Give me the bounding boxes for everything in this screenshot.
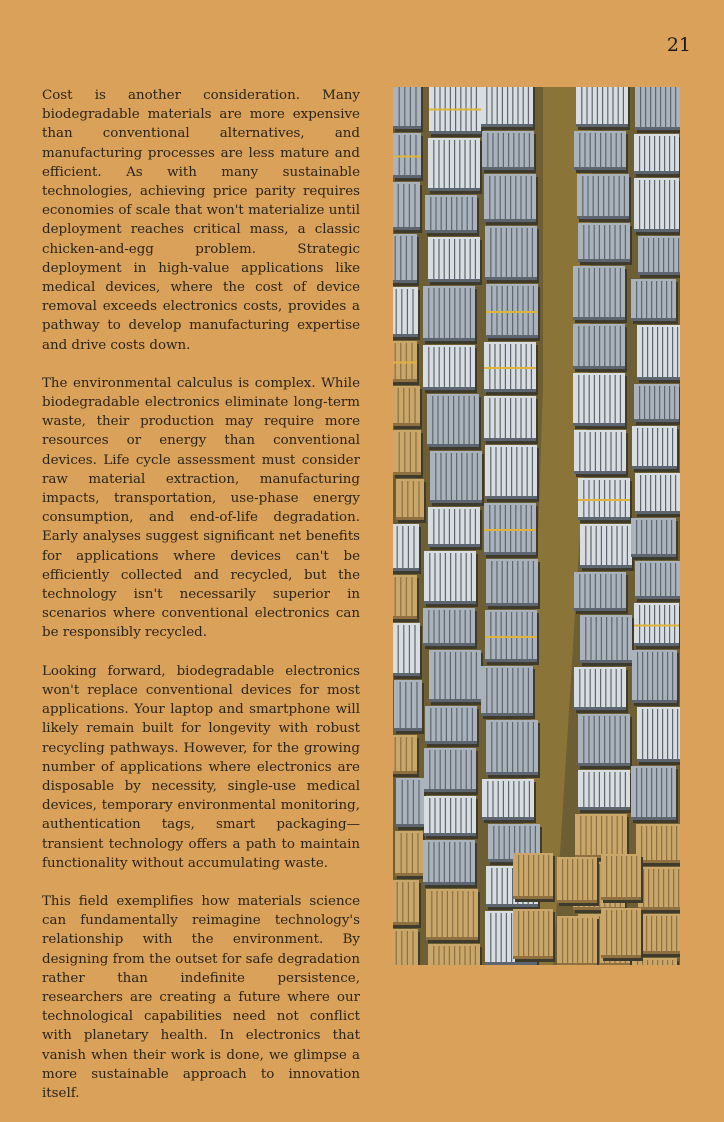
metal-bundle — [482, 131, 536, 173]
metal-bundle — [425, 195, 479, 236]
metal-bundle — [427, 394, 481, 450]
wood-bundle — [393, 880, 421, 928]
metal-bundle — [632, 650, 679, 706]
metal-bundle — [486, 284, 540, 341]
metal-bundle — [393, 133, 423, 181]
wood-bundle — [513, 909, 555, 962]
metal-bundle — [481, 87, 535, 130]
metal-bundle — [393, 87, 423, 132]
metal-bundle — [578, 714, 632, 769]
metal-bundle — [423, 608, 477, 649]
wood-bundle — [393, 929, 420, 965]
metal-bundle — [638, 236, 680, 278]
metal-bundle — [574, 667, 628, 713]
wood-bundle — [557, 916, 599, 965]
wood-bundle — [513, 853, 555, 902]
wood-bundle — [601, 908, 643, 961]
metal-bundle — [634, 178, 680, 235]
metal-bundle — [580, 615, 634, 666]
metal-bundle — [573, 324, 627, 372]
metal-bundle — [634, 603, 680, 649]
wood-bundle — [601, 854, 643, 903]
metal-bundle — [484, 174, 538, 225]
metal-bundle — [393, 234, 419, 286]
metal-bundle — [574, 131, 628, 173]
metal-bundle — [393, 623, 422, 679]
metal-bundle — [393, 287, 420, 340]
metal-bundle — [635, 87, 680, 133]
metal-bundle — [578, 478, 632, 523]
metal-bundle — [631, 518, 678, 560]
wood-bundle — [393, 386, 422, 429]
page-number: 21 — [666, 34, 691, 56]
wood-bundle — [638, 867, 680, 913]
metal-bundle — [631, 279, 678, 324]
metal-bundle — [484, 342, 538, 395]
wood-bundle — [426, 889, 480, 943]
metal-bundle — [486, 720, 540, 778]
metal-bundle — [637, 325, 680, 383]
wood-bundle — [575, 814, 629, 861]
aerial-stacks-photo — [393, 87, 680, 965]
metal-bundle — [485, 610, 539, 665]
metal-bundle — [578, 770, 632, 813]
paragraph-looking-forward: Looking forward, biodegradable electronics won't replace conventional devices for most applications. Your laptop and smartphone will likely remain built for longevity with robust recycling pathways. However, for the growing number of applications where electronics are disposable by necessity, single-use medical devices, temporary environmental monitoring, authentication tags, smart packaging—transient technology offers a path to maintain functionality without accumulating waste. — [42, 663, 360, 871]
wood-bundle — [393, 341, 419, 385]
wood-bundle — [393, 575, 419, 622]
aerial-stacks-illustration — [393, 87, 680, 965]
metal-bundle — [634, 134, 680, 177]
metal-bundle — [634, 384, 680, 425]
wood-bundle — [393, 735, 419, 777]
body-text — [42, 86, 360, 1122]
metal-bundle — [424, 796, 478, 839]
metal-bundle — [481, 666, 535, 719]
paragraph-cost: Cost is another consideration. Many biodegradable materials are more expensive than conventional alternatives, and manufacturing processes are less mature and efficient. As with many sustainable technologies, achieving price parity requires economies of scale that won't materialize until deployment reaches critical mass, a classic chicken-and-egg problem. Strategic deployment in high-value applications like medical devices, where the cost of device removal exceeds electronics costs, provides a pathway to develop manufacturing expertise and drive costs down. — [42, 88, 360, 353]
metal-bundle — [429, 650, 483, 705]
metal-bundle — [396, 778, 426, 830]
metal-bundle — [428, 507, 482, 550]
metal-bundle — [424, 551, 478, 607]
paragraph-conclusion: This field exemplifies how materials science can fundamentally reimagine technology's relationship with the environment. By designing from the outset for safe degradation rather than indefinite persistence, researchers are creating a future where our technological capabilities need not conflict with planetary health. In electronics that vanish when their work is done, we glimpse a more sustainable approach to innovation itself. — [42, 893, 360, 1101]
metal-bundle — [423, 345, 477, 393]
metal-bundle — [637, 707, 680, 765]
metal-bundle — [423, 286, 477, 344]
metal-bundle — [574, 430, 628, 477]
metal-bundle — [631, 766, 678, 823]
metal-bundle — [394, 680, 424, 734]
metal-bundle — [576, 87, 630, 130]
metal-bundle — [424, 748, 478, 795]
metal-bundle — [635, 473, 680, 517]
metal-bundle — [429, 87, 483, 137]
metal-bundle — [580, 524, 634, 571]
metal-bundle — [573, 266, 627, 323]
metal-bundle — [578, 223, 632, 265]
metal-bundle — [573, 373, 627, 429]
wood-bundle — [396, 479, 426, 523]
metal-bundle — [632, 426, 679, 472]
wood-bundle — [395, 831, 425, 879]
metal-bundle — [393, 524, 421, 574]
metal-bundle — [423, 840, 477, 888]
metal-bundle — [635, 561, 680, 602]
metal-bundle — [393, 182, 422, 233]
metal-bundle — [485, 226, 539, 283]
metal-bundle — [428, 138, 482, 194]
wood-bundle — [557, 857, 599, 906]
metal-bundle — [425, 706, 479, 747]
metal-bundle — [577, 174, 631, 222]
metal-bundle — [428, 237, 482, 285]
wood-bundle — [428, 944, 482, 965]
metal-bundle — [484, 503, 538, 558]
metal-bundle — [574, 572, 628, 614]
metal-bundle — [486, 559, 540, 609]
paragraph-environmental-calculus: The environmental calculus is complex. While biodegradable electronics eliminate long-term waste, their production may require more resources or energy than conventional devices. Life cycle assessment must consider raw material extraction, manufacturing impacts, transportation, use-phase energy consumption, and end-of-life degradation. Early analyses suggest significant net benefits for applications where devices can't be efficiently collected and recycled, but the technology isn't necessarily superior in scenarios where conventional electronics can be responsibly recycled. — [42, 375, 360, 641]
metal-bundle — [485, 445, 539, 502]
wood-bundle — [393, 430, 423, 478]
metal-bundle — [430, 451, 484, 506]
metal-bundle — [484, 396, 538, 444]
metal-bundle — [482, 779, 536, 823]
